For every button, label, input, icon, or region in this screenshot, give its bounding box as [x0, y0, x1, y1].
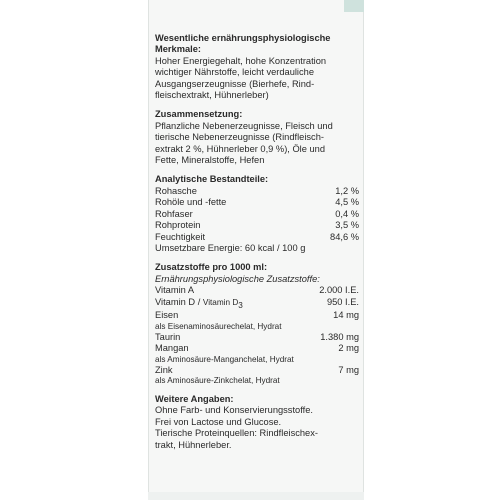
zusatzstoffe-subtitle: Ernährungsphysiologische Zusatzstoffe: — [155, 273, 320, 284]
background-left — [0, 0, 110, 500]
analyt-name: Feuchtigkeit — [155, 231, 206, 242]
additive-name: Eisen — [155, 310, 179, 321]
analyt-value: 1,2 % — [335, 185, 359, 196]
panel-bottom-strip — [148, 492, 364, 500]
analyt-value: 84,6 % — [330, 231, 359, 242]
merkmale-line: wichtiger Nährstoffe, leicht verdauliche — [155, 67, 314, 78]
analyt-row — [155, 197, 359, 208]
additive-row — [155, 343, 359, 354]
additive-value: 2.000 I.E. — [319, 285, 359, 296]
weitere-line: trakt, Hühnerleber. — [155, 439, 232, 450]
additive-note: als Aminosäure-Manganchelat, Hydrat — [155, 354, 294, 364]
energie-line: Umsetzbare Energie: 60 kcal / 100 g — [155, 242, 306, 253]
analyt-row — [155, 220, 359, 231]
section-merkmale — [155, 33, 359, 101]
label-text — [155, 33, 359, 459]
analyt-value: 0,4 % — [335, 208, 359, 219]
additive-name: Zink — [155, 364, 173, 375]
merkmale-title-2: Merkmale: — [155, 44, 201, 55]
additive-row — [155, 285, 359, 296]
analyt-name: Rohprotein — [155, 220, 201, 231]
additive-value: 950 I.E. — [326, 296, 359, 307]
additive-row — [155, 310, 359, 321]
zusammensetzung-line: Pflanzliche Nebenerzeugnisse, Fleisch und — [155, 120, 333, 131]
zusammensetzung-line: extrakt 2 %, Hühnerleber 0,9 %), Öle und — [155, 143, 326, 154]
merkmale-line: Ausgangserzeugnisse (Bierhefe, Rind- — [155, 78, 315, 89]
analyt-row — [155, 186, 359, 197]
section-weitere — [155, 394, 359, 451]
section-zusammensetzung — [155, 109, 359, 166]
analytische-title: Analytische Bestandteile: — [155, 174, 269, 185]
panel-corner-tab — [344, 0, 364, 12]
merkmale-title-1: Wesentliche ernährungsphysiologische — [155, 33, 331, 43]
additive-name — [155, 297, 243, 311]
additive-row — [155, 297, 359, 311]
weitere-line: Tierische Proteinquellen: Rindfleischex- — [155, 428, 318, 439]
additive-name: Mangan — [155, 343, 189, 354]
weitere-line: Ohne Farb- und Konservierungsstoffe. — [155, 405, 313, 416]
background-right — [380, 0, 500, 500]
zusatzstoffe-title: Zusatzstoffe pro 1000 ml: — [155, 262, 268, 273]
additive-row — [155, 365, 359, 376]
section-zusatzstoffe — [155, 262, 359, 386]
weitere-title: Weitere Angaben: — [155, 394, 234, 405]
vitamin-d3-name: Vitamin D — [202, 297, 239, 307]
analyt-row — [155, 209, 359, 220]
vitamin-d-name: Vitamin D — [155, 296, 196, 307]
additive-note: als Aminosäure-Zinkchelat, Hydrat — [155, 376, 280, 386]
additive-value: 7 mg — [338, 364, 359, 375]
merkmale-line: Hoher Energiegehalt, hohe Konzentration — [155, 55, 327, 66]
analyt-value: 3,5 % — [335, 220, 359, 231]
analyt-row — [155, 232, 359, 243]
additive-name: Taurin — [155, 331, 181, 342]
additive-value: 2 mg — [338, 343, 359, 354]
additive-name: Vitamin A — [155, 285, 195, 296]
zusammensetzung-line: Fette, Mineralstoffe, Hefen — [155, 155, 265, 166]
vitamin-d3-subscript: 3 — [238, 300, 243, 310]
additive-value: 1.380 mg — [320, 331, 359, 342]
additive-value: 14 mg — [333, 310, 359, 321]
vitamin-d-slash: / — [195, 296, 203, 307]
analyt-name: Rohöle und -fette — [155, 197, 227, 208]
additive-note: als Eisenaminosäurechelat, Hydrat — [155, 321, 282, 331]
section-analytische — [155, 174, 359, 254]
analyt-name: Rohasche — [155, 185, 197, 196]
analyt-name: Rohfaser — [155, 208, 193, 219]
analyt-value: 4,5 % — [335, 197, 359, 208]
merkmale-line: fleischextrakt, Hühnerleber) — [155, 90, 269, 101]
zusammensetzung-title: Zusammensetzung: — [155, 109, 243, 120]
additive-row — [155, 332, 359, 343]
weitere-line: Frei von Lactose und Glucose. — [155, 416, 282, 427]
zusammensetzung-line: tierische Nebenerzeugnisse (Rindfleisch- — [155, 132, 324, 143]
